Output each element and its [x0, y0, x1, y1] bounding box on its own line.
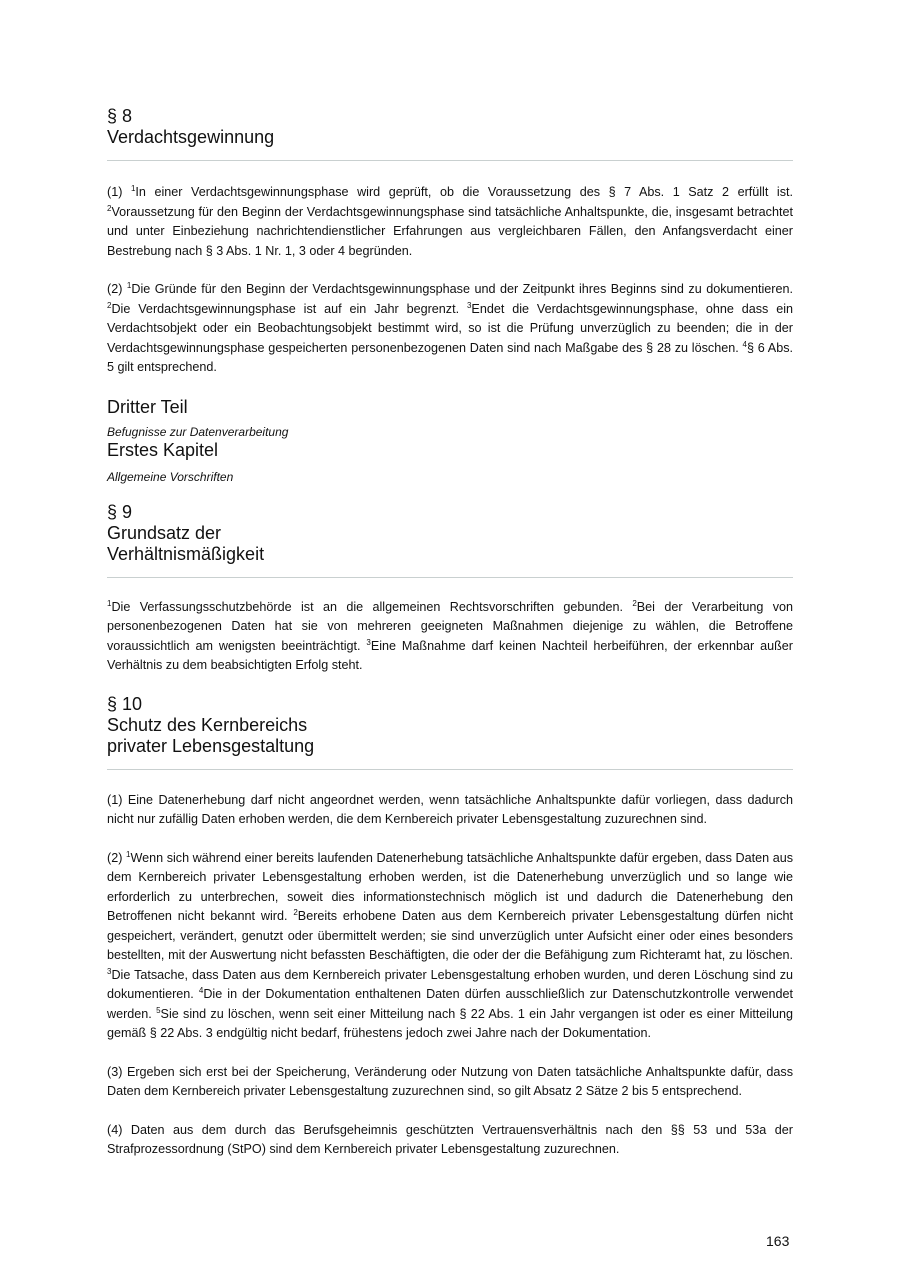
sentence-number: 1: [125, 849, 131, 859]
section-number: § 9: [107, 501, 133, 522]
sentence-text: § 6 Abs. 5 gilt entsprechend.: [107, 340, 794, 374]
section-title: Verdachtsgewinnung: [107, 127, 275, 147]
sentence-number: 2: [107, 203, 112, 213]
sentence-text: (1): [107, 185, 131, 199]
chapter-subtitle: Allgemeine Vorschriften: [107, 469, 234, 484]
sentence-text: Bei der Verarbeitung von personenbezogenen Daten hat sie von mehreren geeigneten Maßnahmen diejenige zu wählen, die Betroffene voraussichtlich am wenigsten beeinträchtigt.: [107, 599, 793, 653]
paragraph: [107, 183, 793, 261]
sentence-text: Die Tatsache, dass Daten aus dem Kernbereich privater Lebensgestaltung erhoben wurden, und deren Löschung sind zu dokumentieren.: [107, 967, 793, 1001]
sentence-number: 1: [126, 281, 132, 290]
sentence-text: In einer Verdachtsgewinnungsphase wird geprüft, ob die Voraussetzung des § 7 Abs. 1 Satz 2 erfüllt ist.: [135, 185, 793, 199]
sentence-number: 1: [107, 598, 112, 608]
sentence-text: Voraussetzung für den Beginn der Verdachtsgewinnungsphase sind tatsächliche Anhaltspunkte, die, insgesamt betrachtet und unter Einbeziehung nachrichtendienstlicher Erfahrungen aus vergleichbaren Fällen, den Anfangsverdacht einer Bestrebung nach § 3 Abs. 1 Nr. 1, 3 oder 4 begründen.: [107, 204, 793, 258]
sentence-text: Bereits erhobene Daten aus dem Kernbereich privater Lebensgestaltung dürfen nicht gespeichert, verändert, genutzt oder übermittelt werden; sie sind unverzüglich unter Aufsicht einer oder eines besonders bestellten, mit der Auswertung nicht befassten Beschäftigten, die oder der die Befähigung zum Richteramt hat, zu löschen.: [107, 909, 794, 962]
section-number: § 8: [107, 106, 133, 126]
section-number: § 10: [107, 693, 143, 714]
section-title: privater Lebensgestaltung: [107, 735, 315, 756]
sentence-number: 4: [742, 339, 747, 349]
sentence-text: Sie sind zu löschen, wenn seit einer Mitteilung nach § 22 Abs. 1 ein Jahr vergangen ist oder es einer Mitteilung gemäß § 22 Abs. 3 endgültig nicht bedarf, frühestens jedoch zwei Jahre nach der Dokumentation.: [107, 1006, 793, 1040]
section-divider: [107, 769, 793, 770]
page-number: 163: [766, 1233, 790, 1249]
sentence-number: 2: [107, 300, 112, 310]
section-8-heading: [107, 106, 793, 148]
section-divider: [107, 577, 793, 578]
sentence-number: 2: [632, 598, 637, 608]
sentence-text: Die in der Dokumentation enthaltenen Daten dürfen ausschließlich zur Datenschutzkontrolle verwendet werden.: [107, 987, 793, 1021]
sentence-text: Wenn sich während einer bereits laufenden Datenerhebung tatsächliche Anhaltspunkte dafür ergeben, dass Daten aus dem Kernbereich privater Lebensgestaltung erhoben werden, ist die Datenerhebung unverzüglich und so lange wie erforderlich zu unterbrechen, soweit dies informationstechnisch möglich ist und dadurch die Datenerhebung den Betroffenen nicht bekannt wird.: [107, 850, 793, 923]
section-title: Schutz des Kernbereichs: [107, 714, 308, 735]
part-title: Dritter Teil: [107, 396, 188, 417]
sentence-text: (2): [107, 282, 127, 296]
paragraph: [107, 280, 793, 378]
sentence-text: (4) Daten aus dem durch das Berufsgeheimnis geschützten Vertrauensverhältnis nach den §§ 53 und 53a der Strafprozessordnung (StPO) sind dem Kernbereich privater Lebensgestaltung zuzurechnen.: [107, 1122, 793, 1156]
paragraph: [107, 849, 793, 1044]
sentence-text: (1) Eine Datenerhebung darf nicht angeordnet werden, wenn tatsächliche Anhaltspunkte dafür vorliegen, dass dadurch nicht nur zufällig Daten erhoben werden, die dem Kernbereich privater Lebensgestaltung zuzurechnen sind.: [107, 792, 793, 826]
section-title: Verhältnismäßigkeit: [107, 543, 265, 564]
paragraph: [107, 598, 793, 676]
sentence-number: 1: [130, 184, 136, 193]
sentence-text: Die Verdachtsgewinnungsphase ist auf ein Jahr begrenzt.: [111, 301, 467, 316]
sentence-text: Eine Maßnahme darf keinen Nachteil herbeiführen, der erkennbar außer Verhältnis zu dem beabsichtigten Erfolg steht.: [107, 638, 793, 672]
paragraph: [107, 1121, 793, 1160]
part-subtitle: Befugnisse zur Datenverarbeitung: [107, 424, 289, 439]
chapter-title: Erstes Kapitel: [107, 439, 219, 460]
sentence-text: Die Verfassungsschutzbehörde ist an die allgemeinen Rechtsvorschriften gebunden.: [111, 599, 633, 614]
sentence-text: Die Gründe für den Beginn der Verdachtsgewinnungsphase und der Zeitpunkt ihres Beginns sind zu dokumentieren.: [131, 282, 794, 296]
sentence-number: 3: [107, 966, 112, 976]
sentence-text: (2): [107, 850, 126, 865]
part-heading: [107, 397, 793, 485]
paragraph: [107, 1063, 793, 1102]
sentence-text: (3) Ergeben sich erst bei der Speicherung, Veränderung oder Nutzung von Daten tatsächliche Anhaltspunkte dafür, dass Daten dem Kernbereich privater Lebensgestaltung zuzurechnen sind, so gilt Absatz 2 Sätze 2 bis 5 entsprechend.: [107, 1064, 793, 1098]
section-10-heading: [107, 694, 793, 757]
section-divider: [107, 160, 793, 161]
sentence-number: 4: [198, 986, 204, 995]
sentence-text: Endet die Verdachtsgewinnungsphase, ohne dass ein Verdachtsobjekt oder ein Beobachtungsobjekt bestimmt wird, so ist die Prüfung unverzüglich zu beenden; die in der Verdachtsgewinnungsphase gespeicherten personenbezogenen Daten sind nach Maßgabe des § 28 zu löschen.: [107, 301, 793, 355]
sentence-number: 2: [293, 908, 298, 917]
paragraph: [107, 791, 793, 830]
section-title: Grundsatz der: [107, 522, 222, 543]
document-page: [107, 106, 793, 1160]
sentence-number: 3: [366, 637, 371, 647]
sentence-number: 5: [156, 1005, 161, 1015]
section-9-heading: [107, 502, 793, 565]
sentence-number: 3: [466, 300, 472, 310]
